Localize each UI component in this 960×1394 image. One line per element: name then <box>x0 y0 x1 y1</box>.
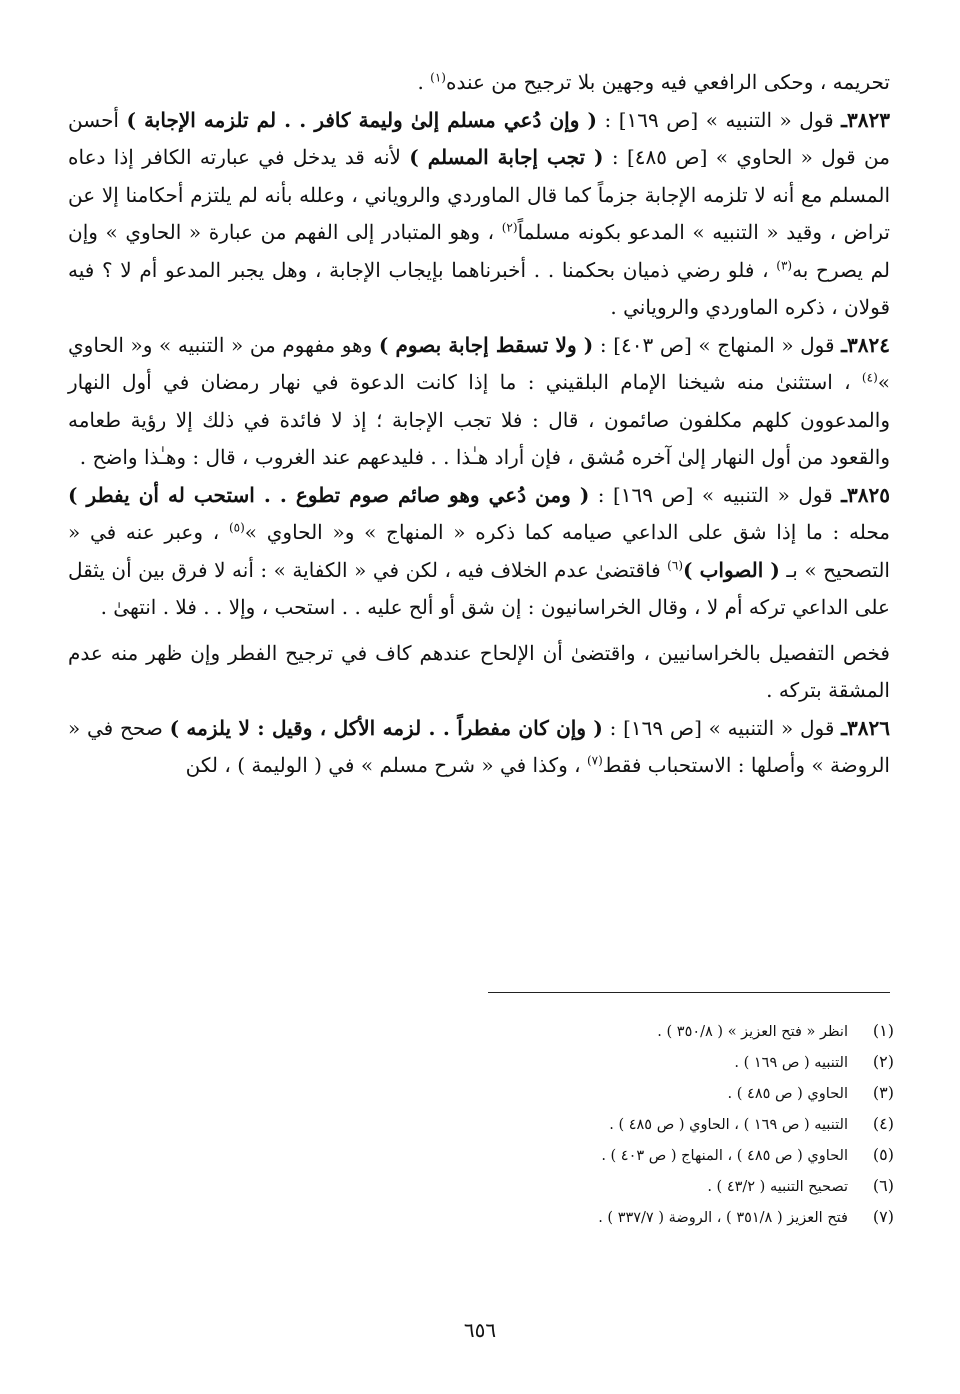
footnote-ref[interactable]: (١) <box>430 70 446 85</box>
footnote-number: (٢) <box>872 1052 894 1071</box>
text-segment: أحسن من قول « الحاوي » [ص ٤٨٥] : <box>68 107 890 169</box>
paragraph <box>68 477 890 627</box>
footnote-item <box>380 1109 894 1140</box>
text-segment: وهو مفهوم من « التنبيه » و« الحاوي » <box>68 332 890 394</box>
page-number: ٦٥٦ <box>463 1318 497 1342</box>
text-segment: قول « التنبيه » [ص ١٦٩] : <box>589 482 842 507</box>
text-segment: قول « المنهاج » [ص ٤٠٣] : <box>593 332 842 357</box>
text-segment: قول « التنبيه » [ص ١٦٩] : <box>596 107 842 132</box>
footnote-number: (٣) <box>872 1083 894 1102</box>
text-segment: ، استثنىٰ منه شيخنا الإمام البلقيني : ما إذا كانت الدعوة في نهار رمضان في أول النهار والمدعوون كلهم مكلفون صائمون ، قال : فلا تجب الإجابة ؛ إذ لا فائدة في ذلك إلا رؤية طعامه والقعود من أول النهار إلىٰ آخره مُشق ، فإن أراد هـٰذا . . فليدعهم عند الغروب ، قال : وهـٰذا واضح . <box>68 370 890 469</box>
footnote-ref[interactable]: (٥) <box>228 520 245 535</box>
footnote-text: الحاوي ( ص ٤٨٥ ) . <box>727 1086 848 1102</box>
quoted-text: ( الصواب ) <box>683 557 780 582</box>
text-segment: ، وهو المتبادر إلى الفهم من عبارة « الحاوي » وإن لم يصرح به <box>68 220 891 282</box>
quoted-text: ( ومن دُعي وهو صائم صوم تطوع . . استحب له أن يفطر ) <box>68 482 590 507</box>
paragraph <box>68 64 890 102</box>
text-segment: ، فلو رضي ذميان بحكمنا . . أخبرناهما بإيجاب الإجابة ، وهل يجبر المدعو أم لا ؟ فيه قولان ، ذكره الماوردي والروياني . <box>68 257 890 319</box>
footnote-number: (٧) <box>872 1207 894 1226</box>
footnote-text: فتح العزيز ( ٣٥١/٨ ) ، الروضة ( ٣٣٧/٧ ) . <box>598 1210 848 1226</box>
issue-number: ٣٨٢٥ـ <box>841 482 890 507</box>
footnote-item <box>380 1140 894 1171</box>
footnote-item <box>380 1202 894 1233</box>
footnote-ref[interactable]: (٤) <box>861 370 878 385</box>
footnote-ref[interactable]: (٢) <box>501 220 518 235</box>
footnote-item <box>380 1171 894 1202</box>
footnote-text: انظر « فتح العزيز » ( ٣٥٠/٨ ) . <box>657 1024 848 1040</box>
text-segment: فاقتضىٰ عدم الخلاف فيه ، لكن في « الكفاية » : أنه لا فرق بين أن يثقل على الداعي تركه أم لا ، وقال الخراسانيون : إن شق أو ألح عليه . . استحب ، وإلا . . فلا . انتهىٰ . <box>68 557 890 619</box>
quoted-text: ( وإن كان مفطراً . . لزمه الأكل ، وقيل : لا يلزمه ) <box>169 715 603 740</box>
footnote-text: التنبيه ( ص ١٦٩ ) ، الحاوي ( ص ٤٨٥ ) . <box>609 1117 848 1133</box>
paragraph <box>68 102 890 327</box>
quoted-text: ( وإن دُعي مسلم إلىٰ وليمة كافر . . لم تلزمه الإجابة ) <box>126 107 597 132</box>
issue-number: ٣٨٢٤ـ <box>841 332 890 357</box>
text-segment: . <box>417 70 431 94</box>
paragraph <box>68 635 890 710</box>
text-segment: لأنه قد يدخل في عبارته الكافر إذا دعاه المسلم مع أنه لا تلزمه الإجابة جزماً كما قال الماوردي والروياني ، وعلله بأنه لم يلتزم أحكامنا إلا عن تراض ، وقيد « التنبيه » المدعو بكونه مسلماً <box>68 145 891 244</box>
footnote-ref[interactable]: (٦) <box>667 557 683 572</box>
footnote-item <box>380 1078 894 1109</box>
footnote-text: الحاوي ( ص ٤٨٥ ) ، المنهاج ( ص ٤٠٣ ) . <box>601 1148 848 1164</box>
footnote-number: (٥) <box>872 1145 894 1164</box>
footnote-text: التنبيه ( ص ١٦٩ ) . <box>734 1055 848 1071</box>
issue-number: ٣٨٢٦ـ <box>841 715 890 740</box>
footnote-text: تصحيح التنبيه ( ٤٣/٢ ) . <box>707 1179 848 1195</box>
text-segment: فخص التفصيل بالخراسانيين ، واقتضىٰ أن الإلحاح عندهم كاف في ترجيح الفطر وإن ظهر منه عدم المشقة بتركه . <box>68 640 890 702</box>
footnote-item <box>380 1047 894 1078</box>
text-segment: ، وكذا في « شرح مسلم » في ( الوليمة ) ، لكن <box>185 753 587 777</box>
text-segment: محله : ما إذا شق على الداعي صيامه كما ذكره « المنهاج » و« الحاوي » <box>244 520 890 544</box>
quoted-text: ( ولا تسقط إجابة بصوم ) <box>378 332 594 357</box>
footnote-item <box>380 1016 894 1047</box>
quoted-text: ( تجب إجابة المسلم ) <box>409 145 604 169</box>
footnote-number: (١) <box>872 1021 894 1040</box>
footnote-separator <box>488 992 890 993</box>
footnote-ref[interactable]: (٣) <box>776 257 793 272</box>
text-segment: قول « التنبيه » [ص ١٦٩] : <box>602 715 842 740</box>
paragraph <box>68 710 890 785</box>
footnotes-list <box>380 1016 894 1233</box>
footnote-number: (٤) <box>872 1114 894 1133</box>
text-segment: صحح في « الروضة » وأصلها : الاستحباب فقط <box>68 715 890 777</box>
main-text <box>68 64 890 785</box>
paragraph <box>68 327 890 477</box>
issue-number: ٣٨٢٣ـ <box>841 107 890 132</box>
footnote-number: (٦) <box>872 1176 894 1195</box>
footnote-ref[interactable]: (٧) <box>586 753 603 768</box>
text-segment: تحريمه ، وحكى الرافعي فيه وجهين بلا ترجيح من عنده <box>445 70 890 94</box>
text-segment: ، وعبر عنه في « التصحيح » بـ <box>68 520 890 582</box>
